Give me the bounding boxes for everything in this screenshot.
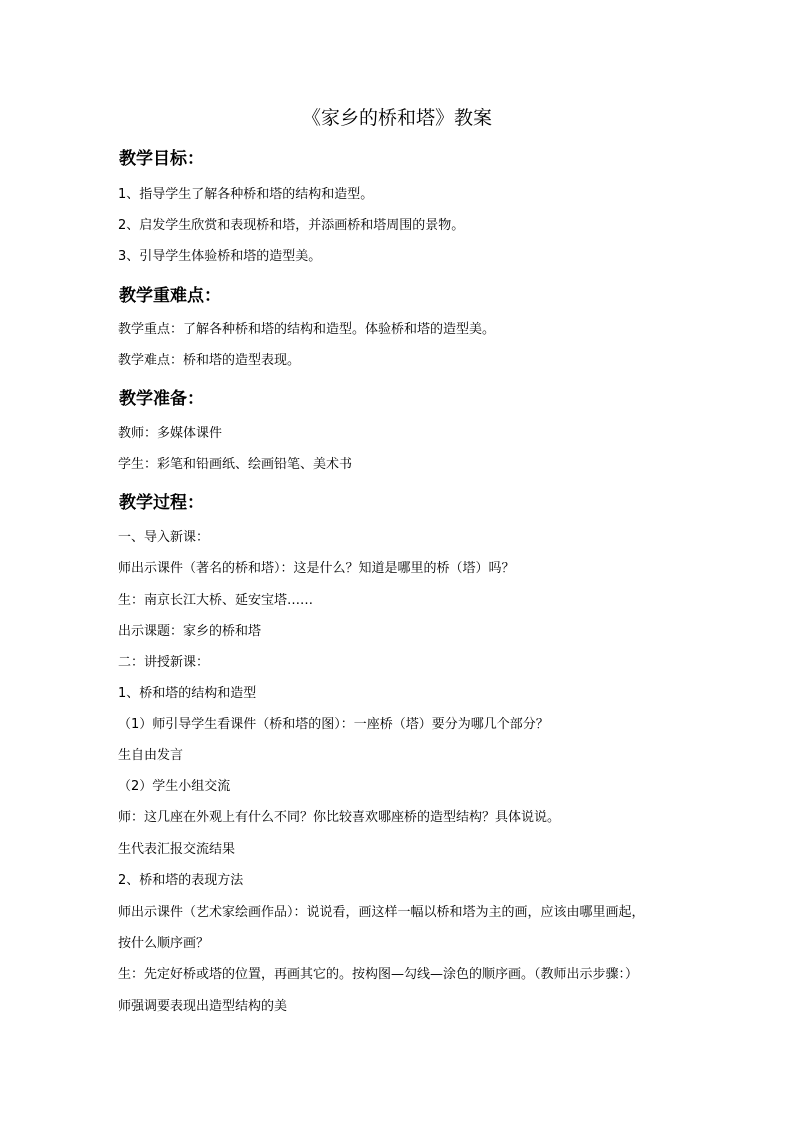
paragraph: 按什么顺序画？ [118,936,210,951]
paragraph: 教学难点：桥和塔的造型表现。 [118,353,301,368]
paragraph: 一、导入新课： [118,530,210,545]
paragraph: 师出示课件（艺术家绘画作品）：说说看，画这样一幅以桥和塔为主的画，应该由哪里画起， [118,905,645,920]
paragraph: 学生：彩笔和铅画纸、绘画铅笔、美术书 [118,457,353,472]
paragraph: 教学重点：了解各种桥和塔的结构和造型。体验桥和塔的造型美。 [118,322,496,337]
document-title: 《家乡的桥和塔》教案 [301,107,492,129]
section-heading-key-points: 教学重难点： [119,286,221,306]
paragraph: 2、桥和塔的表现方法 [118,873,244,888]
section-heading-preparation: 教学准备： [119,389,204,409]
paragraph: 生：先定好桥或塔的位置，再画其它的。按构图—勾线—涂色的顺序画。（教师出示步骤：） [118,967,639,982]
paragraph: 师出示课件（著名的桥和塔）：这是什么？知道是哪里的桥（塔）吗？ [118,561,515,576]
paragraph: 生代表汇报交流结果 [118,842,236,857]
paragraph: 1、指导学生了解各种桥和塔的结构和造型。 [118,187,374,202]
paragraph: 师：这几座在外观上有什么不同？你比较喜欢哪座桥的造型结构？具体说说。 [118,810,561,825]
paragraph: 生自由发言 [118,748,184,763]
paragraph: 二：讲授新课： [118,655,210,670]
paragraph: 生：南京长江大桥、延安宝塔…… [118,593,314,608]
paragraph: 教师：多媒体课件 [118,426,223,441]
paragraph: 2、启发学生欣赏和表现桥和塔，并添画桥和塔周围的景物。 [118,218,465,233]
paragraph: （1）师引导学生看课件（桥和塔的图）：一座桥（塔）要分为哪几个部分？ [118,717,549,732]
paragraph: 1、桥和塔的结构和造型 [118,686,257,701]
paragraph: （2）学生小组交流 [118,779,231,794]
paragraph: 师强调要表现出造型结构的美 [118,999,288,1014]
paragraph: 出示课题：家乡的桥和塔 [118,624,262,639]
section-heading-objectives: 教学目标： [119,149,204,169]
section-heading-process: 教学过程： [119,493,204,513]
paragraph: 3、引导学生体验桥和塔的造型美。 [118,249,322,264]
